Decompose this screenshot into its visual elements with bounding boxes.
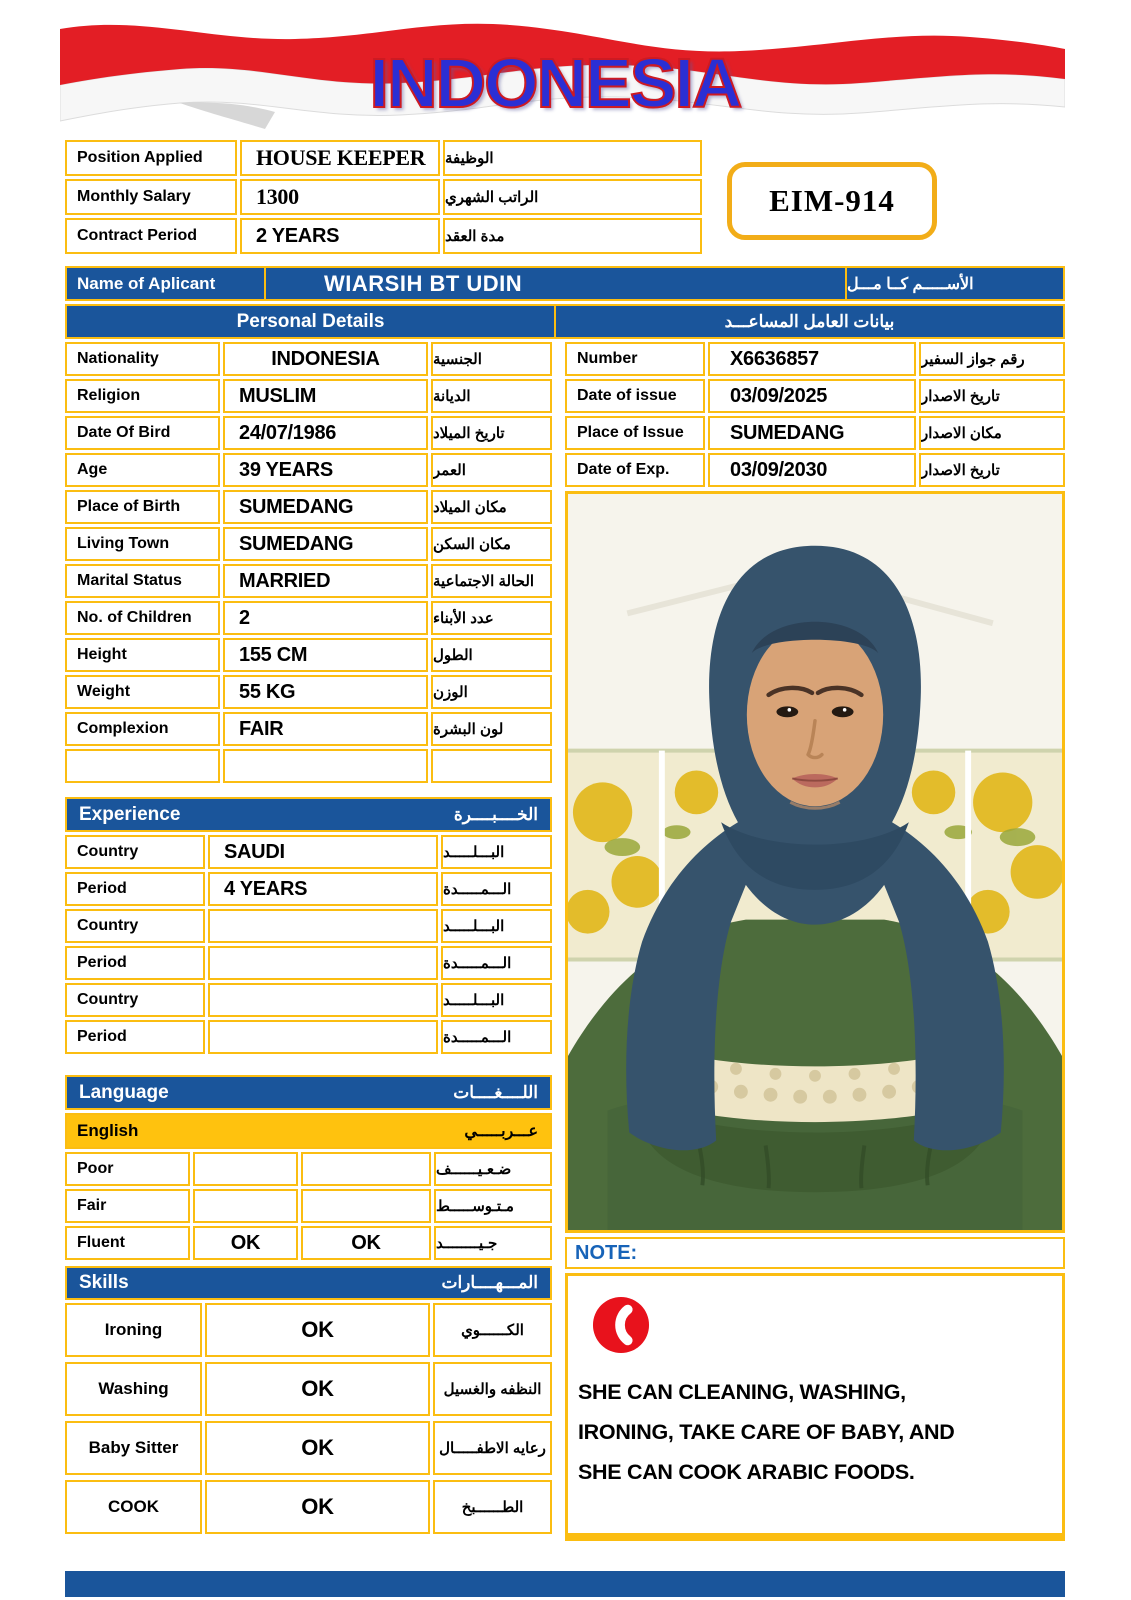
table-row — [65, 983, 552, 1017]
personal-details-table — [65, 342, 552, 786]
field-value: 2 — [223, 601, 428, 635]
field-value: SUMEDANG — [223, 490, 428, 524]
field-label: Age — [65, 453, 220, 487]
table-row — [65, 601, 552, 635]
level-value-1 — [193, 1189, 298, 1223]
section-title: Experience — [79, 803, 181, 825]
field-value: SUMEDANG — [223, 527, 428, 561]
passport-details-table — [565, 342, 1065, 490]
table-row — [565, 453, 1065, 487]
field-label-arabic: الـــمـــــدة — [441, 872, 552, 906]
field-label-arabic: البـــلـــــد — [441, 983, 552, 1017]
field-label-arabic: البـــلـــــد — [441, 909, 552, 943]
field-value: 03/09/2025 — [708, 379, 916, 413]
field-label-arabic: العمر — [431, 453, 552, 487]
table-row — [65, 140, 702, 176]
field-label-arabic: مكان الاصدار — [919, 416, 1065, 450]
position-salary-table — [65, 140, 702, 257]
field-value: MUSLIM — [223, 379, 428, 413]
field-label-arabic: الـــمـــــدة — [441, 946, 552, 980]
level-label-arabic: مـتـوســـــط — [434, 1189, 552, 1223]
section-title: Skills — [79, 1272, 129, 1293]
field-value: X6636857 — [708, 342, 916, 376]
level-value-2 — [301, 1189, 431, 1223]
field-value: 55 KG — [223, 675, 428, 709]
field-value — [208, 946, 438, 980]
section-title-arabic: الخــــبــــرة — [453, 804, 538, 824]
table-row — [65, 946, 552, 980]
field-label: Contract Period — [65, 218, 237, 254]
field-label: Period — [65, 872, 205, 906]
table-row — [65, 379, 552, 413]
reference-code-badge: EIM-914 — [727, 162, 937, 240]
field-value — [223, 749, 428, 783]
note-text-line: IRONING, TAKE CARE OF BABY, AND — [578, 1420, 955, 1444]
level-label: Fair — [65, 1189, 190, 1223]
field-label: Country — [65, 835, 205, 869]
level-label-arabic: ضـعـيــــــف — [434, 1152, 552, 1186]
field-label-arabic: مكان الميلاد — [431, 490, 552, 524]
field-value: 03/09/2030 — [708, 453, 916, 487]
field-value: SAUDI — [208, 835, 438, 869]
table-row — [65, 1303, 552, 1357]
table-row — [65, 218, 702, 254]
table-row — [65, 1020, 552, 1054]
field-label: Period — [65, 946, 205, 980]
skills-header — [65, 1266, 552, 1300]
field-label: Place of Issue — [565, 416, 705, 450]
field-label-arabic: الوظيفة — [443, 140, 702, 176]
skill-value: OK — [205, 1421, 430, 1475]
field-value: HOUSE KEEPER — [240, 140, 440, 176]
language-english-row — [65, 1113, 552, 1149]
field-label: Living Town — [65, 527, 220, 561]
field-label-arabic — [431, 749, 552, 783]
skill-value: OK — [205, 1362, 430, 1416]
field-label: Date of Exp. — [565, 453, 705, 487]
table-row — [65, 1480, 552, 1534]
field-value — [208, 909, 438, 943]
table-row — [65, 1362, 552, 1416]
table-row — [565, 342, 1065, 376]
table-row — [65, 835, 552, 869]
field-label-arabic: الجنسية — [431, 342, 552, 376]
table-row — [65, 909, 552, 943]
field-label-arabic: لون البشرة — [431, 712, 552, 746]
skills-section — [65, 1266, 552, 1539]
flag-fold-shadow — [180, 102, 275, 129]
skill-value: OK — [205, 1480, 430, 1534]
field-label: Country — [65, 909, 205, 943]
table-row — [65, 179, 702, 215]
table-row — [65, 1152, 552, 1186]
note-text-line: SHE CAN CLEANING, WASHING, — [578, 1380, 906, 1404]
table-row — [65, 638, 552, 672]
skill-label-arabic: رعايه الاطفـــــال — [433, 1421, 552, 1475]
field-label: Weight — [65, 675, 220, 709]
table-row — [65, 416, 552, 450]
field-label-arabic: الراتب الشهري — [443, 179, 702, 215]
field-label: Religion — [65, 379, 220, 413]
field-value: FAIR — [223, 712, 428, 746]
field-label: Position Applied — [65, 140, 237, 176]
field-value: 4 YEARS — [208, 872, 438, 906]
level-label: Fluent — [65, 1226, 190, 1260]
field-label: Monthly Salary — [65, 179, 237, 215]
section-title-arabic: المـــهــــارات — [441, 1273, 538, 1292]
note-text — [578, 1372, 1056, 1492]
level-value-1: OK — [193, 1226, 298, 1260]
applicant-name-row — [65, 266, 1065, 301]
field-label-arabic: الديانة — [431, 379, 552, 413]
field-label: Height — [65, 638, 220, 672]
field-value — [208, 1020, 438, 1054]
table-row — [65, 712, 552, 746]
table-row — [65, 1226, 552, 1260]
level-value-1 — [193, 1152, 298, 1186]
field-label: Number — [565, 342, 705, 376]
field-label: Place of Birth — [65, 490, 220, 524]
field-label-arabic: تاريخ الاصدار — [919, 453, 1065, 487]
field-label: Date Of Bird — [65, 416, 220, 450]
skill-label: Baby Sitter — [65, 1421, 202, 1475]
country-title: INDONESIA — [369, 44, 741, 122]
note-box — [565, 1273, 1065, 1541]
note-text-line: SHE CAN COOK ARABIC FOODS. — [578, 1460, 915, 1484]
table-row — [65, 342, 552, 376]
table-row — [65, 527, 552, 561]
table-row — [65, 453, 552, 487]
field-label: Marital Status — [65, 564, 220, 598]
field-value: 24/07/1986 — [223, 416, 428, 450]
field-label-arabic: الحالة الاجتماعية — [431, 564, 552, 598]
name-label-arabic: الأســـــم كــا مـــل — [845, 268, 1063, 299]
section-title: Language — [79, 1081, 169, 1103]
applicant-photo-illustration — [568, 494, 1062, 1230]
level-value-2 — [301, 1152, 431, 1186]
personal-details-title-arabic: بيانات العامل المساعـــد — [554, 306, 1063, 337]
field-label-arabic: تاريخ الاصدار — [919, 379, 1065, 413]
field-value — [208, 983, 438, 1017]
skill-label: Ironing — [65, 1303, 202, 1357]
personal-details-title: Personal Details — [236, 310, 385, 332]
skill-label-arabic: الكــــــوي — [433, 1303, 552, 1357]
field-label-arabic: مكان السكن — [431, 527, 552, 561]
level-label: Poor — [65, 1152, 190, 1186]
field-value: MARRIED — [223, 564, 428, 598]
field-value: SUMEDANG — [708, 416, 916, 450]
field-label: No. of Children — [65, 601, 220, 635]
experience-section — [65, 797, 552, 1057]
level-label-arabic: جـيــــــــد — [434, 1226, 552, 1260]
field-label — [65, 749, 220, 783]
table-row — [65, 490, 552, 524]
table-row — [65, 1189, 552, 1223]
section-title-arabic: اللــــغــــات — [453, 1082, 538, 1102]
field-value: 2 YEARS — [240, 218, 440, 254]
field-label-arabic: تاريخ الميلاد — [431, 416, 552, 450]
language-name-arabic: عـــربـــــي — [464, 1123, 538, 1140]
table-row — [65, 675, 552, 709]
table-row — [65, 749, 552, 783]
field-value: 155 CM — [223, 638, 428, 672]
field-value: 39 YEARS — [223, 453, 428, 487]
field-value: INDONESIA — [223, 342, 428, 376]
name-label: Name of Aplicant — [77, 273, 216, 293]
field-label: Date of issue — [565, 379, 705, 413]
field-label-arabic: الـــمـــــدة — [441, 1020, 552, 1054]
table-row — [65, 872, 552, 906]
field-value: 1300 — [240, 179, 440, 215]
field-label-arabic: عدد الأبناء — [431, 601, 552, 635]
applicant-name: WIARSIH BT UDIN — [264, 268, 845, 299]
field-label: Country — [65, 983, 205, 1017]
footer-bar — [65, 1571, 1065, 1597]
table-row — [565, 379, 1065, 413]
skill-label-arabic: النظفه والغسيل — [433, 1362, 552, 1416]
language-header — [65, 1075, 552, 1110]
skill-label: Washing — [65, 1362, 202, 1416]
language-name: English — [77, 1121, 139, 1140]
skill-label: COOK — [65, 1480, 202, 1534]
table-row — [65, 1421, 552, 1475]
field-label: Complexion — [65, 712, 220, 746]
note-label: NOTE: — [565, 1237, 1065, 1269]
level-value-2: OK — [301, 1226, 431, 1260]
personal-details-header — [65, 304, 1065, 339]
experience-header — [65, 797, 552, 832]
table-row — [65, 564, 552, 598]
field-label-arabic: رقم جواز السفير — [919, 342, 1065, 376]
language-section — [65, 1075, 552, 1263]
phone-icon — [592, 1296, 650, 1354]
applicant-photo — [565, 491, 1065, 1233]
field-label-arabic: الوزن — [431, 675, 552, 709]
field-label: Period — [65, 1020, 205, 1054]
field-label-arabic: مدة العقد — [443, 218, 702, 254]
field-label-arabic: البـــلـــــد — [441, 835, 552, 869]
skill-label-arabic: الطــــــبخ — [433, 1480, 552, 1534]
field-label: Nationality — [65, 342, 220, 376]
skill-value: OK — [205, 1303, 430, 1357]
field-label-arabic: الطول — [431, 638, 552, 672]
table-row — [565, 416, 1065, 450]
